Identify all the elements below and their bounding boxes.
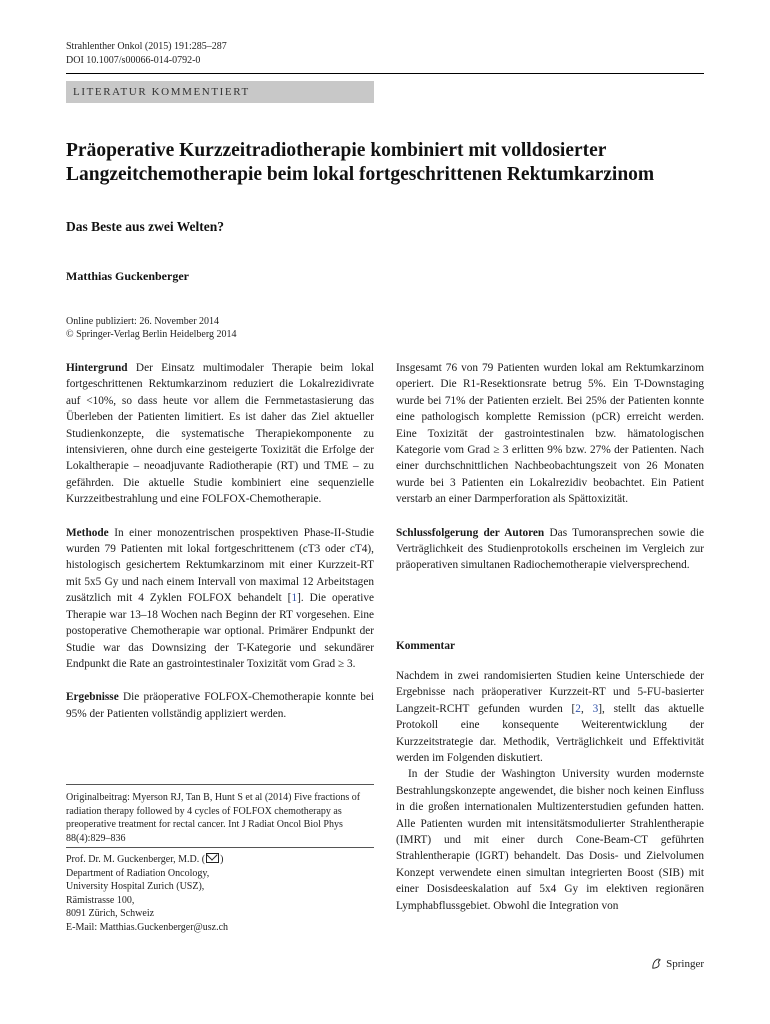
background-text: Der Einsatz multimodaler Therapie beim lokal fortgeschrittenen Rektumkarzinom reduziert die Lokalrezidivrate auf <10%, so dass heute vor allem die Fernmetastasierung das Überleben der Patienten limitiert. Es ist daher das Ziel aktueller Studienkonzepte, die systematische Therapiekomponente zu intensivieren, ohne durch eine gesteigerte Toxizität die Erfolge der Lokaltherapie – neoadjuvante Radiotherapie (RT) und TME – zu gefährden. Die aktuelle Studie kombiniert eine sequenzielle Kurzzeitbestrahlung und eine FOLFOX-Chemotherapie. <box>66 362 374 506</box>
right-column <box>396 360 704 574</box>
publisher-name: Springer <box>666 957 704 970</box>
kommentar-heading: Kommentar <box>396 640 455 652</box>
reference-link-3[interactable]: 3 <box>592 702 599 715</box>
section-label: LITERATUR KOMMENTIERT <box>73 86 250 98</box>
publisher-logo <box>650 957 704 970</box>
conclusion-label: Schlussfolgerung der Autoren <box>396 526 545 539</box>
method-label: Methode <box>66 526 109 539</box>
contact-city: 8091 Zürich, Schweiz <box>66 908 155 919</box>
article-subtitle: Das Beste aus zwei Welten? <box>66 219 224 234</box>
contact-department: Department of Radiation Oncology, <box>66 867 210 879</box>
results-label: Ergebnisse <box>66 691 119 704</box>
kommentar-body <box>396 668 704 914</box>
conclusion-text: Das Tumoransprechen sowie die Verträglichkeit des Studienprotokolls erscheinen im Vergleich zur präoperativen simultanen Radiochemotherapie vielversprechend. <box>396 526 705 572</box>
footnote-divider <box>66 847 374 848</box>
kommentar-p1-text: Nachdem in zwei randomisierten Studien keine Unterschiede der Ergebnisse nach präoperativer Kurzzeit-RT und 5-FU-basierter Langzeit-RCHT gefunden wurden [ <box>396 670 704 715</box>
contact-name-line <box>66 853 374 867</box>
section-banner <box>66 81 374 103</box>
journal-citation: Strahlenther Onkol (2015) 191:285–287 <box>66 41 227 52</box>
ref-separator: , <box>580 702 593 715</box>
kommentar-paragraph-2: In der Studie der Washington University wurden modernste Bestrahlungskonzepte angewendet, die bisher noch keinen Einfluss in die großen internationalen Multizenterstudien gefunden hatten. Alle Patienten wurden mit intensitätsmodulierter Strahlentherapie (IMRT) und mit einer durch Cone-Beam-CT geführten Strahlentherapie (IGRT) behandelt. Das Dosis- und Zielvolumen Konzept verwendete einen simultan integrierten Boost (SIB) mit einer Dosisdeeskalation auf 5x4 Gy im elektiven regionären Lymphabflussgebiet. Obwohl die Integration von <box>396 768 704 912</box>
reference-link-2[interactable]: 2 <box>575 702 581 715</box>
publication-info <box>66 315 237 341</box>
envelope-icon <box>206 853 219 863</box>
contact-hospital: University Hospital Zurich (USZ), <box>66 881 205 892</box>
background-paragraph <box>66 360 374 508</box>
journal-header <box>66 40 227 68</box>
corresponding-author-address <box>66 853 374 934</box>
reference-link-1[interactable]: 1 <box>291 592 298 605</box>
header-rule <box>66 73 704 74</box>
article-title: Präoperative Kurzzeitradiotherapie kombiniert mit volldosierter Langzeitchemotherapie beim lokal fortgeschrittenen Rektumkarzinom <box>66 140 655 185</box>
contact-email[interactable]: E-Mail: Matthias.Guckenberger@usz.ch <box>66 921 229 933</box>
conclusion-paragraph <box>396 525 704 574</box>
copyright-line: © Springer-Verlag Berlin Heidelberg 2014 <box>66 329 237 340</box>
kommentar-paragraph-1 <box>396 668 704 766</box>
results-paragraph <box>66 689 374 722</box>
left-column <box>66 360 374 722</box>
doi[interactable]: DOI 10.1007/s00066-014-0792-0 <box>66 55 201 66</box>
footnote-divider <box>66 784 374 785</box>
contact-name: Prof. Dr. M. Guckenberger, M.D. ( <box>66 854 206 865</box>
results-continued-paragraph: Insgesamt 76 von 79 Patienten wurden lokal am Rektumkarzinom operiert. Die R1-Resektionsrate betrug 5%. Ein T-Downstaging wurde bei 71% der Patienten erzielt. Bei 25% der Patienten konnte eine pathologisch komplette Remission (pCR) erreicht werden. Eine Toxizität der gastrointestinalen bzw. hämatologischen Kategorie vom Grad ≥ 3 erlitten 9% bzw. 27% der Patienten. Nach einer durchschnittlichen Nachbeobachtungszeit von 26 Monaten wurde bei 3 Patienten ein Lokalrezidiv beobachtet. Ein Patient verstarb an einer Darmperforation als Spättoxizität. <box>396 362 704 506</box>
original-article-footnote: Originalbeitrag: Myerson RJ, Tan B, Hunt S et al (2014) Five fractions of radiation therapy followed by 4 cycles of FOLFOX chemotherapy as preoperative treatment for rectal cancer. Int J Radiat Oncol Biol Phys 88(4):829–836 <box>66 792 361 844</box>
method-text-cont: ]. Die operative Therapie war 13–18 Wochen nach Beginn der RT vorgesehen. Eine postoperative Chemotherapie war optional. Primärer Endpunkt der Studie war das Downsizing der T-Kategorie und sekundärer Endpunkt die Rate an gastrointestinaler Toxizität vom Grad ≥ 3. <box>66 592 374 670</box>
contact-street: Rämistrasse 100, <box>66 894 135 906</box>
results-text: Die präoperative FOLFOX-Chemotherapie konnte bei 95% der Patienten vollständig appliziert werden. <box>66 691 374 720</box>
kommentar-p1-text-cont: ], stellt das aktuelle Protokoll eine konsequente Weiterentwicklung der Kurzzeitstrategie dar. Methodik, Verträglichkeit und Effektivität werden im Folgenden diskutiert. <box>396 702 704 765</box>
background-label: Hintergrund <box>66 362 128 374</box>
method-text: In einer monozentrischen prospektiven Phase-II-Studie wurden 79 Patienten mit lokal fortgeschrittenem (cT3 oder cT4), histologisch gesichertem Rektumkarzinom mit einer Kurzzeit-RT mit 5x5 Gy und nach einem Intervall von maximal 12 Arbeitstagen zusätzlich mit 4 Zyklen FOLFOX behandelt [ <box>66 526 374 605</box>
method-paragraph <box>66 525 374 673</box>
contact-name-end: ) <box>220 854 224 865</box>
springer-horse-icon <box>650 957 663 970</box>
author-name: Matthias Guckenberger <box>66 269 189 283</box>
online-published-date: Online publiziert: 26. November 2014 <box>66 316 220 327</box>
